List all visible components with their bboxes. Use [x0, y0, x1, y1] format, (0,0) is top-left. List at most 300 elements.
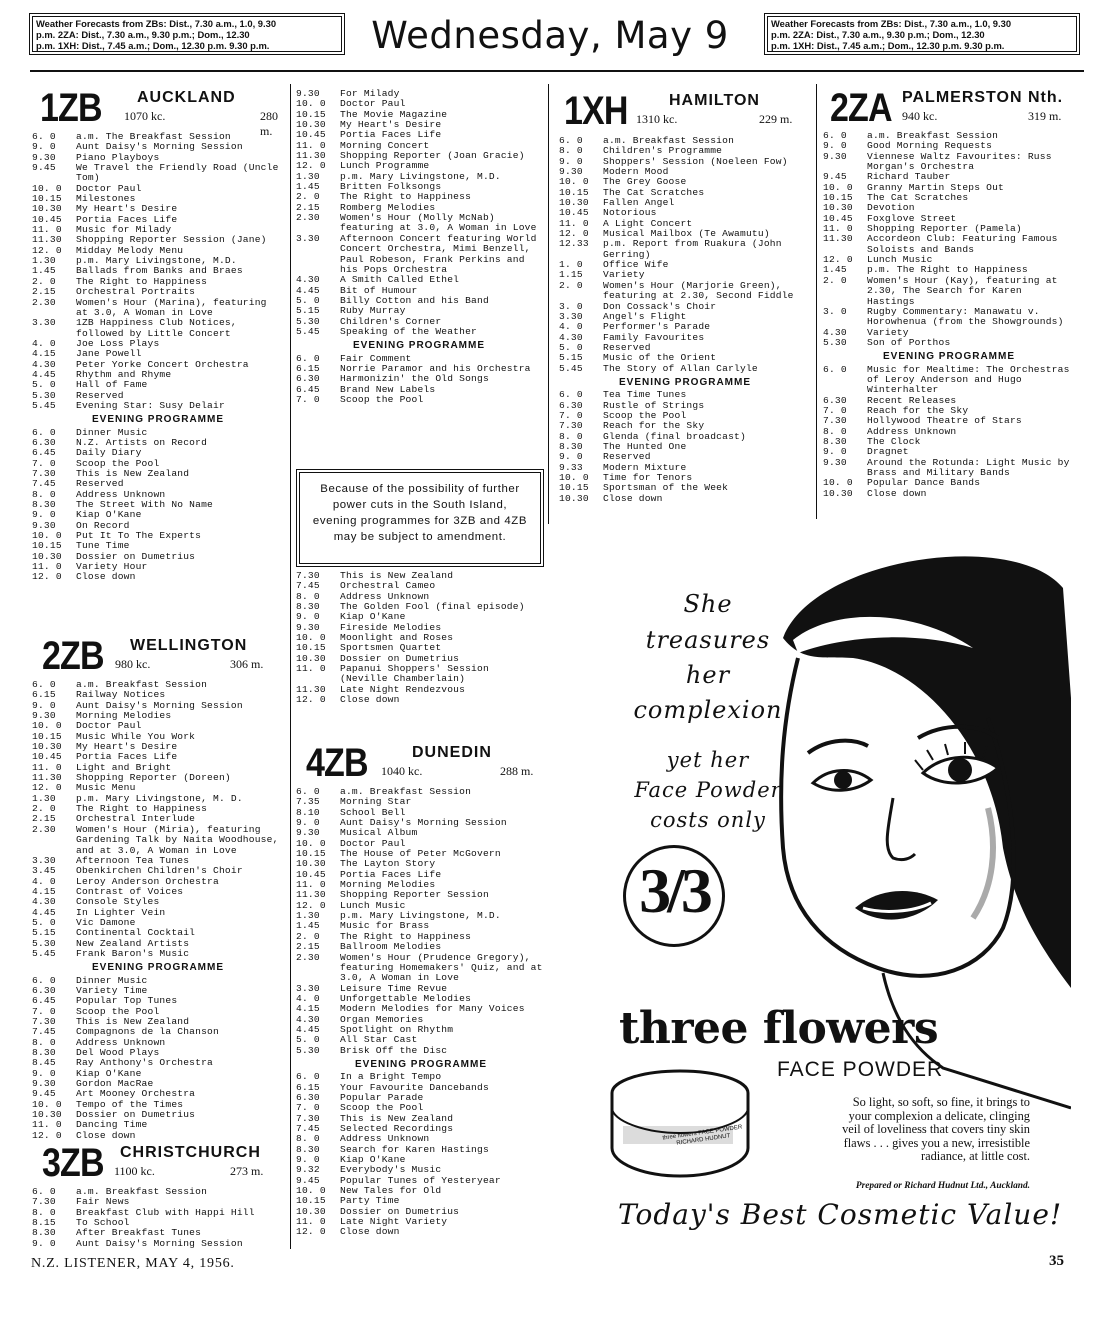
station-wavelength: 288 m.: [500, 764, 534, 778]
programme-row: [823, 234, 1075, 255]
programme-time: 5.15: [32, 927, 56, 939]
programme-row: [32, 163, 284, 184]
programme-title: Late Night Variety: [340, 1216, 448, 1228]
programme-title: Reserved: [76, 389, 124, 401]
programme-title: Hollywood Theatre of Stars: [867, 415, 1022, 427]
programme-title: This is New Zealand: [340, 570, 454, 581]
programme-title: A Light Concert: [603, 217, 693, 229]
programme-title: Selected Recordings: [340, 1123, 454, 1134]
programme-time: 4.45: [296, 1023, 320, 1035]
schedule-day: [32, 680, 284, 959]
programme-row: [559, 188, 811, 198]
programme-title: Variety: [603, 269, 645, 281]
forecast-box-right: [764, 13, 1080, 55]
programme-time: 1.15: [559, 269, 583, 281]
programme-time: 6.30: [32, 436, 56, 448]
programme-title: Papanui Shoppers' Session (Neville Chamberlain): [340, 663, 489, 685]
programme-time: 6. 0: [32, 426, 56, 438]
programme-time: 10.15: [559, 186, 589, 198]
programme-title: Around the Rotunda: Light Music by Brass and Military Bands: [867, 456, 1070, 478]
programme-title: Reserved: [603, 451, 651, 463]
programme-title: After Breakfast Tunes: [76, 1227, 202, 1239]
programme-title: Peter Yorke Concert Orchestra: [76, 358, 249, 370]
station-frequency: 1100 kc.: [114, 1164, 155, 1178]
programme-time: 10.30: [296, 858, 326, 870]
station-city: WELLINGTON: [130, 637, 248, 654]
programme-time: 12. 0: [296, 1226, 326, 1238]
programme-title: Dossier on Dumetrius: [76, 550, 196, 562]
programme-title: Billy Cotton and his Band: [340, 294, 489, 306]
schedule-day: [32, 1187, 284, 1249]
programme-row: [296, 695, 542, 705]
programme-title: a.m. Breakfast Session: [340, 786, 472, 797]
programme-title: The Golden Fool (final episode): [340, 601, 525, 613]
programme-title: Kiap O'Kane: [340, 1154, 406, 1166]
programme-time: 5.15: [296, 305, 320, 317]
programme-row: [559, 333, 811, 343]
programme-title: Gordon MacRae: [76, 1078, 154, 1090]
programme-row: [296, 296, 542, 306]
forecast-line: p.m. 1XH: Dist., 7.45 a.m.; Dom., 12.30 p.m. 9.30 p.m.: [771, 40, 1005, 51]
programme-title: Music for Brass: [340, 920, 430, 932]
programme-time: 10. 0: [32, 720, 62, 732]
programme-time: 7.45: [296, 580, 320, 592]
programme-time: 5.45: [32, 947, 56, 959]
programme-title: Scoop the Pool: [340, 393, 424, 405]
programme-time: 10.30: [823, 487, 853, 499]
programme-time: 11. 0: [32, 561, 62, 573]
station-call-sign: 4ZB: [306, 741, 368, 785]
programme-title: Address Unknown: [76, 1036, 166, 1048]
programme-title: Britten Folksongs: [340, 181, 442, 193]
programme-title: Accordeon Club: Featuring Famous Soloists and Bands: [867, 233, 1058, 255]
programme-time: 5.30: [32, 389, 56, 401]
programme-time: 11. 0: [296, 879, 326, 891]
forecast-line: Weather Forecasts from ZBs: Dist., 7.30 a.m., 1.0, 9.30: [36, 18, 277, 29]
programme-title: Rhythm and Rhyme: [76, 368, 172, 380]
programme-time: 6. 0: [32, 679, 56, 690]
programme-time: 8. 0: [32, 1206, 56, 1218]
programme-title: Bit of Humour: [340, 284, 418, 296]
programme-time: 12. 0: [296, 899, 326, 911]
programme-title: Music for Milady: [76, 224, 172, 236]
programme-title: Foxglove Street: [867, 212, 957, 224]
programme-time: 7. 0: [296, 1102, 320, 1114]
programme-title: Shopping Reporter (Joan Gracie): [340, 150, 525, 162]
programme-row: [32, 711, 284, 721]
evening-heading: EVENING PROGRAMME: [352, 340, 485, 352]
programme-time: 10.30: [32, 550, 62, 562]
programme-time: 6.30: [296, 373, 320, 385]
programme-time: 4.15: [32, 348, 56, 360]
programme-time: 9. 0: [32, 699, 56, 711]
programme-title: Dinner Music: [76, 974, 148, 986]
ad-script-line: complexion: [633, 696, 783, 724]
programme-time: 8. 0: [296, 590, 320, 602]
programme-time: 6.30: [559, 399, 583, 411]
programme-title: Continental Cocktail: [76, 927, 196, 939]
programme-row: [296, 1217, 546, 1227]
programme-title: Fireside Melodies: [340, 621, 442, 633]
programme-title: Kiap O'Kane: [76, 1067, 142, 1079]
station-frequency: 940 kc.: [902, 109, 938, 123]
programme-time: 9. 0: [32, 509, 56, 521]
programme-title: Afternoon Tea Tunes: [76, 854, 190, 866]
programme-title: Close down: [76, 571, 136, 583]
programme-row: [559, 281, 811, 302]
programme-title: Dossier on Dumetrius: [76, 1109, 196, 1121]
programme-title: a.m. Breakfast Session: [76, 1186, 208, 1197]
programme-time: 12. 0: [32, 782, 62, 794]
programme-title: All Star Cast: [340, 1034, 418, 1046]
programme-title: Address Unknown: [340, 590, 430, 602]
station-city: PALMERSTON Nth.: [902, 89, 1064, 106]
programme-time: 8.10: [296, 806, 320, 818]
programme-time: 11. 0: [32, 761, 62, 773]
programme-title: Music Menu: [76, 782, 136, 794]
programme-time: 5. 0: [32, 379, 56, 391]
programme-row: [32, 1131, 284, 1141]
station-call-sign: 1XH: [564, 89, 628, 133]
programme-title: p.m. Mary Livingstone, M. D.: [76, 792, 243, 804]
programme-title: Viennese Waltz Favourites: Russ Morgan's Orchestra: [867, 150, 1052, 173]
programme-title: The Cat Scratches: [867, 192, 969, 204]
programme-title: a.m. Breakfast Session: [603, 135, 735, 146]
programme-time: 9.32: [296, 1164, 320, 1176]
forecast-line: p.m. 1XH: Dist., 7.45 a.m.; Dom., 12.30 p.m. 9.30 p.m.: [36, 40, 270, 51]
brand-subtitle: FACE POWDER: [777, 1058, 944, 1081]
programme-row: [823, 427, 1075, 437]
programme-time: 7. 0: [32, 1005, 56, 1017]
programme-time: 6. 0: [296, 352, 320, 364]
programme-title: School Bell: [340, 806, 406, 818]
programme-title: Contrast of Voices: [76, 885, 184, 897]
programme-time: 10.15: [296, 1195, 326, 1207]
programme-time: 4.15: [32, 885, 56, 897]
programme-row: [32, 773, 284, 783]
schedule-evening: [32, 428, 284, 583]
programme-title: Reach for the Sky: [867, 404, 969, 416]
programme-time: 4. 0: [32, 337, 56, 349]
programme-title: New Tales for Old: [340, 1185, 442, 1197]
programme-row: [296, 1004, 546, 1014]
programme-time: 8.30: [559, 440, 583, 452]
programme-time: 7.30: [559, 420, 583, 432]
programme-title: Portia Faces Life: [76, 751, 178, 763]
programme-title: Your Favourite Dancebands: [340, 1081, 489, 1093]
station-city: CHRISTCHURCH: [120, 1144, 261, 1161]
programme-title: Morning Star: [340, 796, 412, 808]
programme-title: Modern Mood: [603, 166, 669, 178]
evening-heading: EVENING PROGRAMME: [618, 376, 751, 388]
programme-title: Ballroom Melodies: [340, 941, 442, 953]
programme-row: [823, 152, 1075, 173]
schedule-3zb: [32, 1187, 284, 1249]
ad-script-line: treasures: [645, 626, 771, 654]
programme-row: [296, 953, 546, 984]
programme-time: 10.15: [823, 192, 853, 204]
programme-title: On Record: [76, 519, 130, 531]
programme-row: [32, 298, 284, 319]
programme-title: Vic Damone: [76, 916, 136, 928]
programme-time: 10.45: [32, 213, 62, 225]
programme-time: 10.45: [559, 207, 589, 219]
programme-title: Scoop the Pool: [340, 1102, 424, 1114]
ad-script-line: costs only: [650, 808, 766, 832]
programme-time: 5. 0: [296, 294, 320, 306]
programme-time: 7.30: [32, 468, 56, 479]
programme-time: 10. 0: [823, 477, 853, 489]
programme-time: 1.30: [296, 170, 320, 182]
programme-time: 9.30: [296, 88, 320, 99]
programme-title: p.m. Report from Ruakura (John Gerring): [603, 238, 782, 260]
station-frequency: 980 kc.: [115, 657, 151, 671]
programme-time: 8.30: [296, 601, 320, 613]
programme-time: 6. 0: [296, 786, 320, 797]
programme-time: 11. 0: [296, 663, 326, 675]
programme-row: [32, 552, 284, 562]
programme-title: Office Wife: [603, 259, 669, 271]
programme-title: Women's Hour (Kay), featuring at 2.30, The Search for Karen Hastings: [867, 274, 1058, 307]
programme-time: 1.45: [296, 181, 320, 193]
programme-time: 2. 0: [32, 275, 56, 287]
programme-time: 6. 0: [32, 131, 56, 142]
programme-time: 10.15: [296, 108, 326, 120]
programme-time: 9.45: [296, 1174, 320, 1186]
programme-title: Portia Faces Life: [340, 129, 442, 141]
programme-row: [559, 442, 811, 452]
programme-title: Variety: [867, 326, 909, 338]
programme-title: The Layton Story: [340, 858, 436, 870]
programme-time: 6. 0: [823, 130, 847, 141]
programme-time: 6. 0: [296, 1071, 320, 1083]
programme-time: 10.30: [296, 1205, 326, 1217]
programme-time: 9. 0: [559, 155, 583, 167]
programme-title: The House of Peter McGovern: [340, 848, 501, 860]
programme-row: [32, 287, 284, 297]
programme-title: Women's Hour (Prudence Gregory), featuring Homemakers' Quiz, and at 3.0, A Woman in Love: [340, 951, 543, 984]
station-wavelength: 229 m.: [759, 112, 793, 126]
programme-title: Brisk Off the Disc: [340, 1044, 448, 1056]
programme-row: [823, 276, 1075, 307]
programme-time: 7.45: [296, 1123, 320, 1134]
programme-title: The Right to Happiness: [76, 803, 208, 815]
column-divider: [290, 84, 291, 1249]
programme-row: [823, 365, 1075, 396]
programme-time: 10.15: [32, 730, 62, 742]
programme-title: Obenkirchen Children's Choir: [76, 865, 243, 877]
programme-time: 12. 0: [296, 160, 326, 172]
programme-row: [32, 510, 284, 520]
programme-title: Console Styles: [76, 896, 160, 908]
programme-time: 10. 0: [296, 632, 326, 644]
programme-title: p.m. The Right to Happiness: [867, 264, 1028, 276]
programme-title: Art Mooney Orchestra: [76, 1088, 196, 1100]
programme-title: Family Favourites: [603, 331, 705, 343]
programme-row: [823, 458, 1075, 479]
station-header-1xh: [564, 91, 809, 131]
programme-title: Aunt Daisy's Morning Session: [340, 817, 507, 829]
programme-row: [32, 370, 284, 380]
programme-title: Light and Bright: [76, 761, 172, 773]
evening-heading: EVENING PROGRAMME: [354, 1058, 487, 1070]
programme-row: [559, 198, 811, 208]
programme-title: Portia Faces Life: [76, 213, 178, 225]
programme-title: My Heart's Desire: [76, 741, 178, 753]
programme-time: 3.30: [296, 232, 320, 244]
schedule-4zb: [296, 787, 546, 1238]
programme-time: 9.45: [823, 171, 847, 183]
programme-title: Hall of Fame: [76, 379, 148, 391]
programme-time: 12. 0: [32, 571, 62, 583]
programme-title: Richard Tauber: [867, 171, 951, 183]
programme-title: Evening Star: Susy Delair: [76, 399, 225, 411]
programme-title: Portia Faces Life: [340, 868, 442, 880]
programme-title: Children's Corner: [340, 315, 442, 327]
programme-row: [32, 1058, 284, 1068]
programme-title: In Lighter Vein: [76, 906, 166, 918]
programme-title: Modern Melodies for Many Voices: [340, 1003, 525, 1015]
programme-title: Organ Memories: [340, 1013, 424, 1025]
station-wavelength: 280 m.: [260, 109, 278, 138]
programme-time: 9.30: [32, 519, 56, 531]
programme-time: 11. 0: [296, 139, 326, 151]
programme-time: 4.30: [32, 896, 56, 908]
programme-title: p.m. Mary Livingstone, M.D.: [340, 170, 501, 182]
forecast-line: p.m. 2ZA: Dist., 7.30 a.m., 9.30 p.m.; Dom., 12.30: [771, 29, 985, 40]
programme-row: [559, 322, 811, 332]
programme-time: 2.30: [296, 212, 320, 224]
programme-title: This is New Zealand: [76, 1016, 190, 1027]
programme-time: 9. 0: [32, 1237, 56, 1249]
programme-title: Angel's Flight: [603, 310, 687, 322]
programme-time: 6.45: [32, 447, 56, 459]
programme-title: Granny Martin Steps Out: [867, 181, 1005, 193]
programme-title: Rustle of Strings: [603, 399, 705, 411]
programme-title: Brand New Labels: [340, 383, 436, 395]
programme-time: 10.15: [32, 193, 62, 205]
programme-row: [296, 1227, 546, 1237]
programme-time: 3.30: [32, 317, 56, 329]
schedule-1xh: [559, 136, 811, 504]
programme-time: 8. 0: [32, 1036, 56, 1048]
programme-row: [32, 1110, 284, 1120]
programme-title: For Milady: [340, 88, 400, 99]
station-city: AUCKLAND: [137, 89, 236, 106]
programme-title: Morning Concert: [340, 139, 430, 151]
programme-time: 6.45: [296, 383, 320, 395]
station-frequency: 1070 kc.: [124, 109, 166, 123]
schedule-day: [32, 132, 284, 411]
programme-row: [32, 572, 284, 582]
programme-row: [296, 685, 542, 695]
programme-time: 7. 0: [559, 409, 583, 421]
programme-time: 7.35: [296, 796, 320, 808]
station-call-sign: 3ZB: [42, 1141, 104, 1185]
programme-title: Popular Tunes of Yesteryear: [340, 1174, 501, 1186]
programme-title: Speaking of the Weather: [340, 325, 478, 337]
programme-time: 9. 0: [296, 1154, 320, 1166]
programme-time: 9.30: [296, 827, 320, 839]
programme-time: 7.30: [823, 415, 847, 427]
programme-row: [32, 866, 284, 876]
programme-time: 10.30: [296, 119, 326, 131]
ad-script-line: Face Powder: [634, 778, 782, 802]
schedule-evening: [296, 571, 542, 705]
programme-title: Sportsmen Quartet: [340, 642, 442, 654]
programme-time: 9. 0: [296, 817, 320, 829]
schedule-evening: [32, 976, 284, 1142]
station-wavelength: 319 m.: [1028, 109, 1062, 123]
programme-time: 4.30: [823, 326, 847, 338]
programme-time: 7. 0: [823, 404, 847, 416]
programme-title: Aunt Daisy's Morning Session: [76, 699, 243, 711]
programme-time: 11. 0: [559, 217, 589, 229]
programme-time: 10.30: [296, 652, 326, 664]
programme-title: We Travel the Friendly Road (Uncle Tom): [76, 162, 279, 184]
programme-time: 5.30: [32, 937, 56, 949]
programme-time: 11.30: [32, 234, 62, 246]
programme-time: 5. 0: [32, 916, 56, 928]
programme-title: Shopping Reporter Session (Jane): [76, 234, 267, 246]
programme-title: Leisure Time Revue: [340, 982, 448, 994]
page-date: Wednesday, May 9: [371, 14, 729, 57]
programme-row: [32, 976, 284, 986]
programme-title: Devotion: [867, 202, 915, 214]
programme-time: 5.30: [296, 315, 320, 327]
programme-time: 6.45: [32, 995, 56, 1007]
programme-row: [296, 275, 542, 285]
programme-title: Address Unknown: [76, 488, 166, 500]
programme-time: 9.30: [296, 621, 320, 633]
programme-title: The Story of Allan Carlyle: [603, 362, 758, 374]
programme-time: 7.45: [32, 478, 56, 490]
programme-title: Popular Top Tunes: [76, 995, 178, 1007]
programme-time: 1.30: [32, 255, 56, 267]
programme-time: 8. 0: [296, 1133, 320, 1145]
programme-title: The Cat Scratches: [603, 186, 705, 198]
jar-label: three flowers FACE POWDER RICHARD HUDNUT: [662, 1124, 743, 1147]
programme-row: [296, 213, 542, 234]
programme-row: [32, 897, 284, 907]
programme-time: 11. 0: [32, 1119, 62, 1131]
page-number: 35: [1049, 1253, 1064, 1269]
programme-title: N.Z. Artists on Record: [76, 436, 208, 448]
programme-time: 10.15: [296, 848, 326, 860]
programme-row: [32, 1069, 284, 1079]
programme-time: 10. 0: [296, 1185, 326, 1197]
programme-time: 6. 0: [32, 1186, 56, 1197]
programme-time: 10.45: [296, 129, 326, 141]
programme-title: Ruby Murray: [340, 305, 406, 317]
programme-time: 9. 0: [823, 446, 847, 458]
programme-title: a.m. Breakfast Session: [76, 679, 208, 690]
programme-time: 5.45: [296, 325, 320, 337]
programme-time: 7. 0: [32, 457, 56, 469]
programme-title: Women's Hour (Marjorie Green), featuring at 2.30, Second Fiddle: [603, 279, 794, 302]
programme-time: 1.30: [32, 792, 56, 804]
programme-time: 2. 0: [559, 279, 583, 291]
programme-title: Scoop the Pool: [76, 1005, 160, 1017]
programme-time: 10. 0: [823, 181, 853, 193]
station-header-2zb: [42, 636, 287, 676]
programme-time: 8. 0: [823, 425, 847, 437]
programme-title: Piano Playboys: [76, 151, 160, 163]
programme-time: 2.30: [32, 823, 56, 835]
programme-row: [32, 1208, 284, 1218]
programme-time: 11. 0: [823, 223, 853, 235]
programme-title: Joe Loss Plays: [76, 337, 160, 349]
